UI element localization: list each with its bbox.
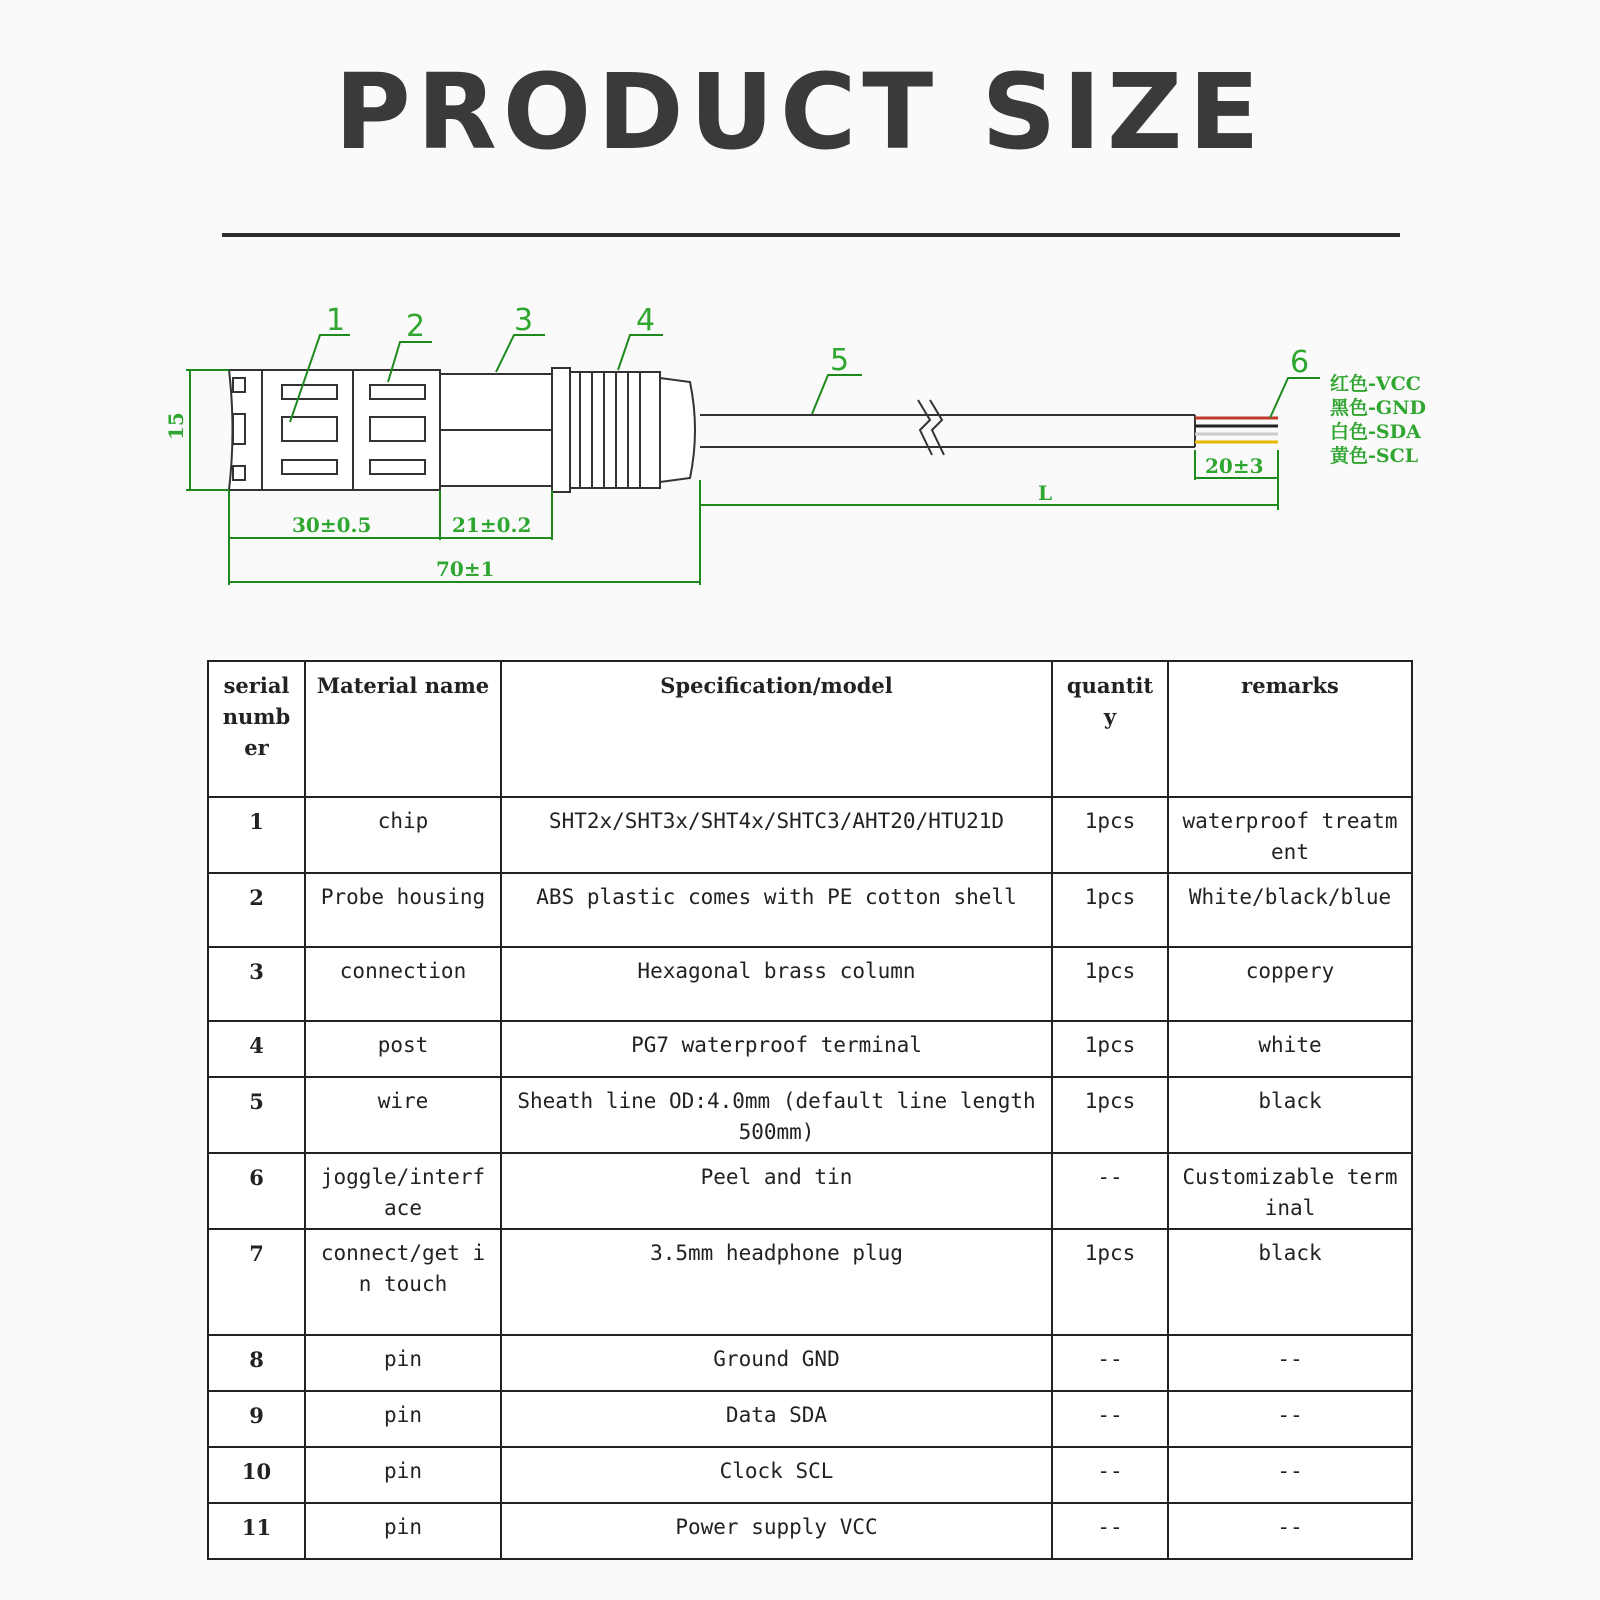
header-remarks: remarks (1168, 661, 1412, 797)
cell-no: 2 (208, 873, 305, 947)
cell-no: 10 (208, 1447, 305, 1503)
cell-remarks: White/black/blue (1168, 873, 1412, 947)
table-header-row (208, 661, 1412, 797)
table-row (208, 1335, 1412, 1391)
cell-remarks: -- (1168, 1447, 1412, 1503)
header-serial: serial number (208, 661, 305, 797)
cell-no: 6 (208, 1153, 305, 1229)
cell-qty: 1pcs (1052, 947, 1168, 1021)
table-row (208, 1077, 1412, 1153)
cell-qty: -- (1052, 1503, 1168, 1559)
cell-qty: 1pcs (1052, 1229, 1168, 1335)
cell-remarks: -- (1168, 1335, 1412, 1391)
title-divider (222, 233, 1400, 237)
probe-head (229, 370, 440, 490)
cell-spec: SHT2x/SHT3x/SHT4x/SHTC3/AHT20/HTU21D (501, 797, 1052, 873)
wire-label-sda: 白色-SDA (1330, 421, 1421, 443)
cell-spec: Sheath line OD:4.0mm (default line length 500mm) (501, 1077, 1052, 1153)
dim-strip: 20±3 (1205, 454, 1264, 478)
cell-spec: Hexagonal brass column (501, 947, 1052, 1021)
header-quantity: quantity (1052, 661, 1168, 797)
callout-4: 4 (636, 303, 656, 338)
dimension-drawing (0, 290, 1600, 610)
cell-qty: 1pcs (1052, 873, 1168, 947)
cell-spec: ABS plastic comes with PE cotton shell (501, 873, 1052, 947)
cell-qty: -- (1052, 1391, 1168, 1447)
cell-qty: 1pcs (1052, 1077, 1168, 1153)
cell-name: Probe housing (305, 873, 501, 947)
cell-remarks: black (1168, 1229, 1412, 1335)
cell-spec: PG7 waterproof terminal (501, 1021, 1052, 1077)
wire-label-vcc: 红色-VCC (1330, 373, 1421, 395)
wire-label-gnd: 黑色-GND (1330, 397, 1426, 419)
cell-remarks: Customizable terminal (1168, 1153, 1412, 1229)
cell-no: 3 (208, 947, 305, 1021)
cell-spec: Power supply VCC (501, 1503, 1052, 1559)
cell-remarks: white (1168, 1021, 1412, 1077)
cell-qty: -- (1052, 1447, 1168, 1503)
cell-name: wire (305, 1077, 501, 1153)
cell-no: 9 (208, 1391, 305, 1447)
cell-remarks: -- (1168, 1503, 1412, 1559)
wire-label-scl: 黄色-SCL (1330, 445, 1419, 467)
cell-remarks: -- (1168, 1391, 1412, 1447)
table-row (208, 1153, 1412, 1229)
spec-table (207, 660, 1413, 1560)
cell-qty: 1pcs (1052, 1021, 1168, 1077)
cell-spec: Ground GND (501, 1335, 1052, 1391)
cell-spec: Data SDA (501, 1391, 1052, 1447)
dim-height: 15 (164, 412, 188, 440)
cell-name: post (305, 1021, 501, 1077)
cell-name: joggle/interface (305, 1153, 501, 1229)
cell-name: connection (305, 947, 501, 1021)
dim-part-a: 30±0.5 (292, 513, 372, 537)
table-row (208, 1229, 1412, 1335)
table-row (208, 1021, 1412, 1077)
table-row (208, 1447, 1412, 1503)
cell-name: pin (305, 1447, 501, 1503)
cell-no: 5 (208, 1077, 305, 1153)
pg7-terminal (552, 368, 695, 492)
callout-2: 2 (406, 309, 426, 344)
hex-connection (440, 374, 552, 486)
cable (700, 400, 1278, 455)
cell-qty: -- (1052, 1153, 1168, 1229)
cell-remarks: black (1168, 1077, 1412, 1153)
callout-3: 3 (514, 303, 534, 338)
cell-qty: 1pcs (1052, 797, 1168, 873)
cell-spec: Peel and tin (501, 1153, 1052, 1229)
cell-spec: 3.5mm headphone plug (501, 1229, 1052, 1335)
callout-5: 5 (830, 343, 850, 378)
dim-total: 70±1 (436, 557, 495, 581)
cell-name: pin (305, 1503, 501, 1559)
cell-name: pin (305, 1335, 501, 1391)
cell-no: 11 (208, 1503, 305, 1559)
cell-name: connect/get in touch (305, 1229, 501, 1335)
cell-remarks: coppery (1168, 947, 1412, 1021)
cell-spec: Clock SCL (501, 1447, 1052, 1503)
callout-6: 6 (1290, 345, 1310, 380)
table-row (208, 1503, 1412, 1559)
callout-1: 1 (326, 303, 346, 338)
cell-name: chip (305, 797, 501, 873)
cell-remarks: waterproof treatment (1168, 797, 1412, 873)
cell-no: 4 (208, 1021, 305, 1077)
page-title: PRODUCT SIZE (334, 51, 1266, 173)
dim-cable-length: L (1038, 481, 1053, 505)
cell-no: 1 (208, 797, 305, 873)
cell-no: 8 (208, 1335, 305, 1391)
table-row (208, 947, 1412, 1021)
table-row (208, 1391, 1412, 1447)
cell-qty: -- (1052, 1335, 1168, 1391)
cell-no: 7 (208, 1229, 305, 1335)
header-spec: Specification/model (501, 661, 1052, 797)
cell-name: pin (305, 1391, 501, 1447)
table-row (208, 797, 1412, 873)
dim-part-b: 21±0.2 (452, 513, 532, 537)
header-material: Material name (305, 661, 501, 797)
table-row (208, 873, 1412, 947)
